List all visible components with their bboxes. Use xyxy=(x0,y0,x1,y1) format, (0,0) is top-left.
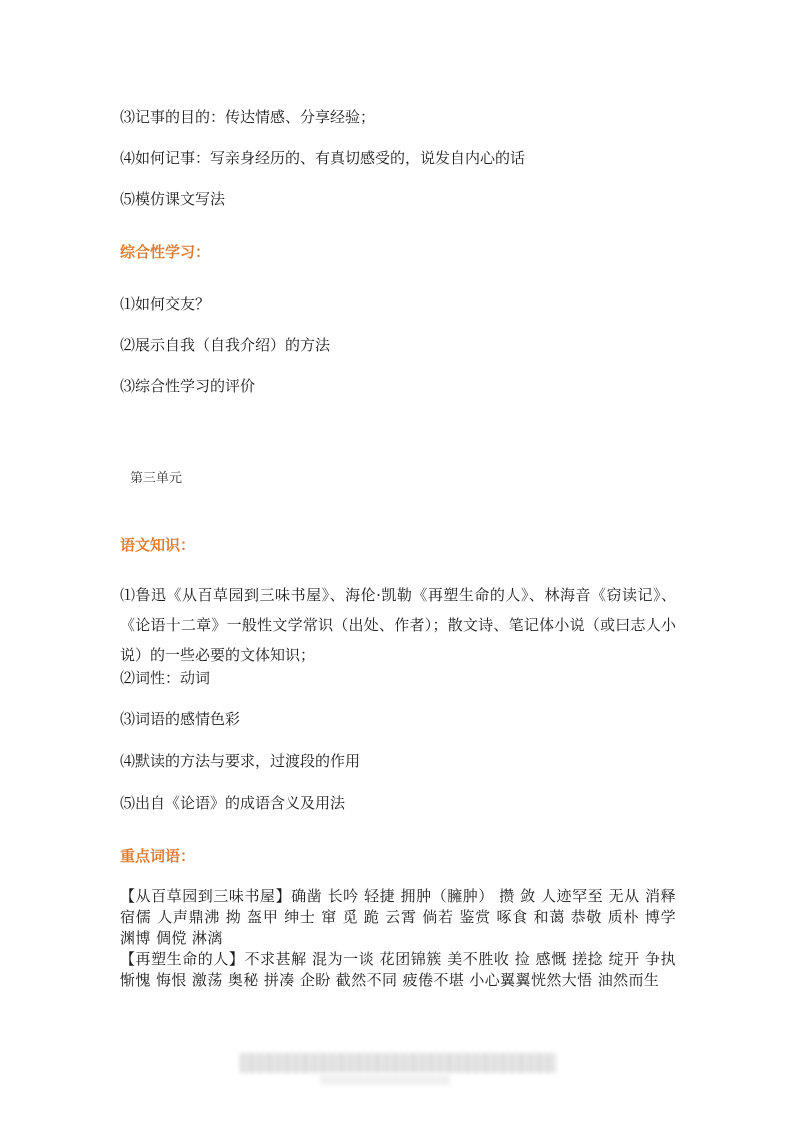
key-words-block xyxy=(120,886,676,991)
chinese-knowledge-item-5: ⑸出自《论语》的成语含义及用法 xyxy=(120,794,346,812)
chinese-knowledge-item-3: ⑶词语的感情色彩 xyxy=(120,710,241,728)
chinese-knowledge-heading: 语文知识： xyxy=(120,536,196,554)
chinese-knowledge-item-2: ⑵词性：动词 xyxy=(120,669,211,687)
blurred-footer-watermark-small xyxy=(320,1075,450,1085)
writing-item-4: ⑷如何记事：写亲身经历的、有真切感受的，说发自内心的话 xyxy=(120,149,526,167)
key-words-zaisu: 【再塑生命的人】不求甚解 混为一谈 花团锦簇 美不胜收 捡 感慨 搓捻 绽开 争执 惭愧 悔恨 激荡 奥秘 拼凑 企盼 截然不同 疲倦不堪 小心翼翼恍然大悟 油然而生 xyxy=(120,950,676,989)
key-words-baicaoyuan: 【从百草园到三味书屋】确凿 长吟 轻捷 拥肿（臃肿） 攒 敛 人迹罕至 无从 消释 宿儒 人声鼎沸 拗 盔甲 绅士 窜 觅 跪 云霄 倘若 鉴赏 啄食 和蔼 恭敬 质朴 博学 渊博 倜傥 淋漓 xyxy=(120,887,676,947)
key-words-heading: 重点词语： xyxy=(120,847,196,865)
chinese-knowledge-item-1-text: ⑴鲁迅《从百草园到三味书屋》、海伦·凯勒《再塑生命的人》、林海音《窃读记》、《论语十二章》一般性文学常识（出处、作者）；散文诗、笔记体小说（或曰志人小说）的一些必要的文体知识； xyxy=(120,586,676,664)
chinese-knowledge-item-1 xyxy=(120,580,676,670)
comprehensive-item-2: ⑵展示自我（自我介绍）的方法 xyxy=(120,336,331,354)
unit-title: 第三单元 xyxy=(130,471,183,486)
comprehensive-item-3: ⑶综合性学习的评价 xyxy=(120,377,256,395)
comprehensive-item-1: ⑴如何交友？ xyxy=(120,295,211,313)
writing-item-3: ⑶记事的目的：传达情感、分享经验； xyxy=(120,108,376,126)
writing-item-5: ⑸模仿课文写法 xyxy=(120,190,226,208)
blurred-footer-watermark xyxy=(240,1053,556,1073)
chinese-knowledge-item-4: ⑷默读的方法与要求，过渡段的作用 xyxy=(120,752,361,770)
comprehensive-heading: 综合性学习： xyxy=(120,243,211,261)
